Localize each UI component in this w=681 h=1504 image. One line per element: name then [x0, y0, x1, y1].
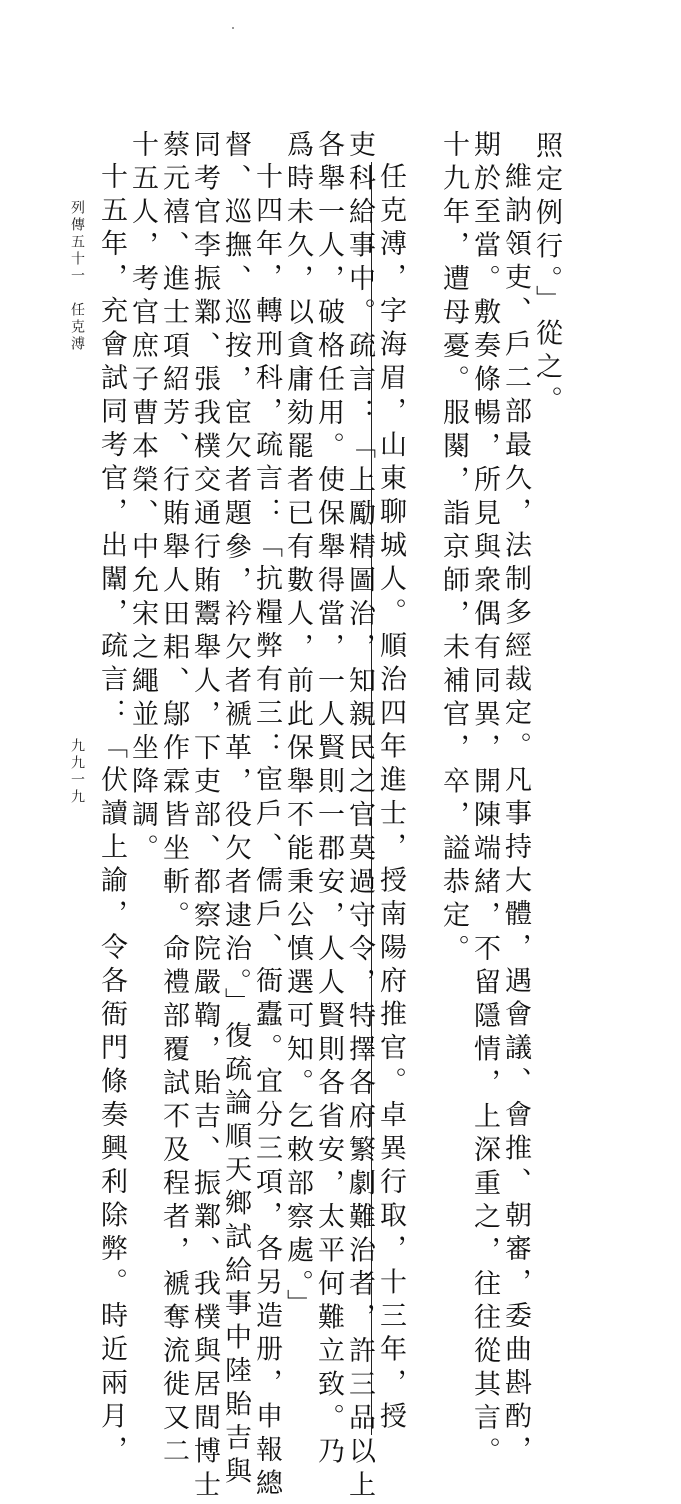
person-name-mark: 任克溥，字海眉，山東聊城人。順治四年進士，授南陽府推官。卓異行取，十三年，授 — [371, 162, 406, 1435]
text-column-5 — [377, 162, 404, 1435]
text-column-3: 期於至當。敷奏條暢，所見與衆偶有同異，開陳端緒，不留隱情，上深重之，往往從其言。 — [469, 130, 500, 1470]
text-column-14: 十五年，充會試同考官，出闈，疏言：「伏讀上諭，令各衙門條奏興利除弊。時近兩月， — [96, 162, 127, 1469]
text-column-4: 十九年，遭母憂。服闋，詣京師，未補官，卒，謚恭定。 — [438, 130, 469, 968]
text-column-6: 吏科給事中。疏言：「上勵精圖治，知親民之官莫過守令，特擇各府繁劇難治者，許三品以上 — [344, 130, 375, 1504]
page-number: 九九一九 — [69, 738, 85, 806]
running-header: 列傳五十一 任克溥 — [69, 200, 85, 353]
text-column-12: 蔡元禧、進士項紹芳、行賄舉人田耜、鄔作霖皆坐斬。命禮部覆試不及程者，褫奪流徙又二 — [158, 130, 189, 1470]
text-column-9: 十四年，轉刑科，疏言：「抗糧弊有三：宦戶、儒戶、衙蠹。宜分三項，各另造册，申報總 — [251, 162, 282, 1502]
text-column-10: 督、巡撫、巡按，宦欠者題參，衿欠者褫革，役欠者逮治。」復疏論順天鄉試給事中陸貽吉與 — [220, 130, 251, 1490]
text-column-13: 十五人，考官庶子曹本榮、中允宋之繩並坐降調。 — [127, 130, 158, 867]
text-column-2: 維訥領吏、戶二部最久，法制多經裁定。凡事持大體，遇會議、會推、朝審，委曲斟酌， — [500, 162, 531, 1469]
text-column-8: 爲時未久，以貪庸劾罷者已有數人，前此保舉不能秉公慎選可知。乞敕部察處。」 — [282, 130, 313, 1323]
text-column-1: 照定例行。」從之。 — [531, 131, 562, 419]
scan-speck — [232, 27, 234, 29]
text-column-11: 同考官李振鄴、張我樸交通行賄鬻舉人，下吏部、都察院嚴鞫，貽吉、振鄴、我樸與居間博士 — [189, 130, 220, 1504]
text-column-7: 各舉一人，破格任用。使保舉得當，一人賢則一郡安，人人賢則各省安，太平何難立致。乃 — [313, 130, 344, 1470]
